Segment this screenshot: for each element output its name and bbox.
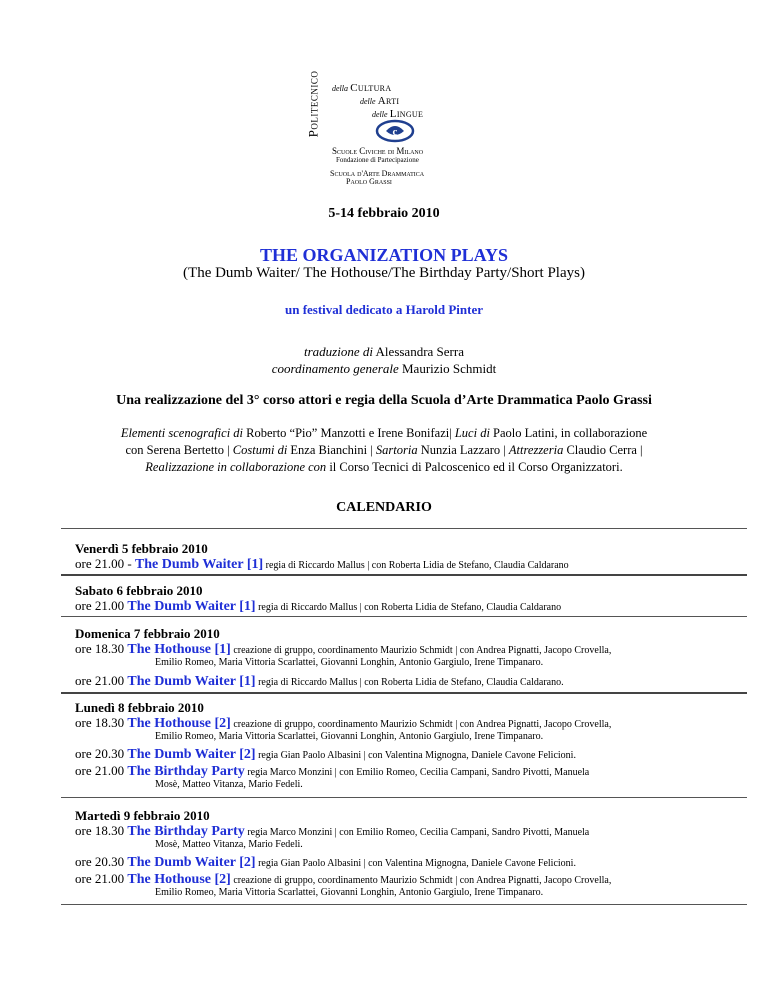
cast-continuation: Emilio Romeo, Maria Vittoria Scarlattei, Giovanni Longhin, Antonio Gargiulo, Irene Timpanaro. — [155, 731, 544, 742]
schedule-entry: ore 21.00 The Dumb Waiter [1] regia di Riccardo Mallus | con Roberta Lidia de Stefano, Claudia Caldarano. — [75, 673, 564, 689]
play-title-link[interactable]: The Birthday Party — [127, 824, 245, 839]
play-title-link[interactable]: The Hothouse [2] — [127, 716, 231, 731]
schedule-entry: ore 20.30 The Dumb Waiter [2] regia Gian Paolo Albasini | con Valentina Mignogna, Daniele Cavone Felicioni. — [75, 854, 576, 870]
schedule-entry: ore 21.00 The Dumb Waiter [1] regia di Riccardo Mallus | con Roberta Lidia de Stefano, Claudia Caldarano — [75, 598, 562, 614]
calendar-heading: CALENDARIO — [336, 500, 432, 515]
coordination-credit: coordinamento generale Maurizio Schmidt — [271, 361, 497, 376]
civic-schools-emblem-icon — [372, 119, 418, 143]
schedule-entry: ore 18.30 The Hothouse [1] creazione di gruppo, coordinamento Maurizio Schmidt | con Andrea Pignatti, Jacopo Crovella, — [75, 641, 612, 657]
play-title-link[interactable]: The Birthday Party — [127, 764, 245, 779]
translation-credit: traduzione di Alessandra Serra — [304, 344, 464, 359]
festival-tagline: un festival dedicato a Harold Pinter — [284, 302, 483, 317]
day-heading: Sabato 6 febbraio 2010 — [75, 583, 203, 598]
day-heading: Martedì 9 febbraio 2010 — [75, 808, 210, 823]
divider — [61, 528, 747, 529]
schedule-entry: ore 20.30 The Dumb Waiter [2] regia Gian Paolo Albasini | con Valentina Mignogna, Daniele Cavone Felicioni. — [75, 746, 576, 762]
divider — [61, 904, 747, 905]
divider — [61, 797, 747, 798]
logo-school: Scuole Civiche di Milano — [332, 146, 424, 156]
logo-line-cultura: della Cultura — [332, 82, 392, 94]
day-heading: Domenica 7 febbraio 2010 — [75, 626, 220, 641]
logo-drama-name: Paolo Grassi — [346, 177, 392, 186]
logo-drama-school: Scuola d'Arte Drammatica — [330, 169, 425, 178]
play-title-link[interactable]: The Dumb Waiter [1] — [127, 674, 256, 689]
page-subtitle: (The Dumb Waiter/ The Hothouse/The Birthday Party/Short Plays) — [183, 265, 585, 281]
cast-continuation: Mosè, Matteo Vitanza, Mario Fedeli. — [155, 779, 303, 790]
staff-credits-line-1: Elementi scenografici di Roberto “Pio” Manzotti e Irene Bonifazi| Luci di Paolo Latini, in collaborazione — [120, 426, 648, 440]
festival-dates: 5-14 febbraio 2010 — [328, 206, 440, 221]
day-heading: Venerdì 5 febbraio 2010 — [75, 541, 208, 556]
schedule-entry: ore 21.00 - The Dumb Waiter [1] regia di Riccardo Mallus | con Roberta Lidia de Stefano, Claudia Caldarano — [75, 556, 569, 572]
schedule-entry: ore 21.00 The Hothouse [2] creazione di gruppo, coordinamento Maurizio Schmidt | con Andrea Pignatti, Jacopo Crovella, — [75, 871, 612, 887]
logo-foundation: Fondazione di Partecipazione — [336, 156, 419, 164]
play-title-link[interactable]: The Dumb Waiter [1] — [134, 557, 264, 572]
production-credit: Una realizzazione del 3° corso attori e regia della Scuola d’Arte Drammatica Paolo Grassi — [116, 393, 652, 408]
day-heading: Lunedì 8 febbraio 2010 — [75, 700, 204, 715]
logo-line-arti: delle Arti — [360, 95, 400, 107]
divider — [61, 692, 747, 694]
staff-credits-line-2: con Serena Bertetto | Costumi di Enza Bianchini | Sartoria Nunzia Lazzaro | Attrezzeria Claudio Cerra | — [125, 443, 643, 457]
svg-text:c: c — [392, 126, 398, 138]
logo-line-lingue: delle Lingue — [372, 108, 424, 120]
cast-continuation: Emilio Romeo, Maria Vittoria Scarlattei, Giovanni Longhin, Antonio Gargiulo, Irene Timpanaro. — [155, 657, 544, 668]
logo — [305, 56, 476, 186]
cast-continuation: Mosè, Matteo Vitanza, Mario Fedeli. — [155, 839, 303, 850]
play-title-link[interactable]: The Hothouse [2] — [127, 872, 231, 887]
schedule-entry: ore 18.30 The Hothouse [2] creazione di gruppo, coordinamento Maurizio Schmidt | con Andrea Pignatti, Jacopo Crovella, — [75, 715, 612, 731]
play-title-link[interactable]: The Dumb Waiter [2] — [127, 855, 256, 870]
divider — [61, 574, 747, 576]
divider — [61, 616, 747, 617]
staff-credits — [80, 425, 688, 476]
schedule-entry: ore 18.30 The Birthday Party regia Marco Monzini | con Emilio Romeo, Cecilia Campani, Sandro Pivotti, Manuela — [75, 823, 590, 839]
play-title-link[interactable]: The Dumb Waiter [2] — [127, 747, 256, 762]
staff-credits-line-3: Realizzazione in collaborazione con il Corso Tecnici di Palcoscenico ed il Corso Organizzatori. — [145, 460, 623, 474]
play-title-link[interactable]: The Dumb Waiter [1] — [127, 599, 256, 614]
play-title-link[interactable]: The Hothouse [1] — [127, 642, 231, 657]
logo-vertical-text: Politecnico — [305, 70, 321, 138]
page-title: THE ORGANIZATION PLAYS — [259, 245, 509, 265]
cast-continuation: Emilio Romeo, Maria Vittoria Scarlattei, Giovanni Longhin, Antonio Gargiulo, Irene Timpanaro. — [155, 887, 544, 898]
schedule-entry: ore 21.00 The Birthday Party regia Marco Monzini | con Emilio Romeo, Cecilia Campani, Sandro Pivotti, Manuela — [75, 763, 590, 779]
